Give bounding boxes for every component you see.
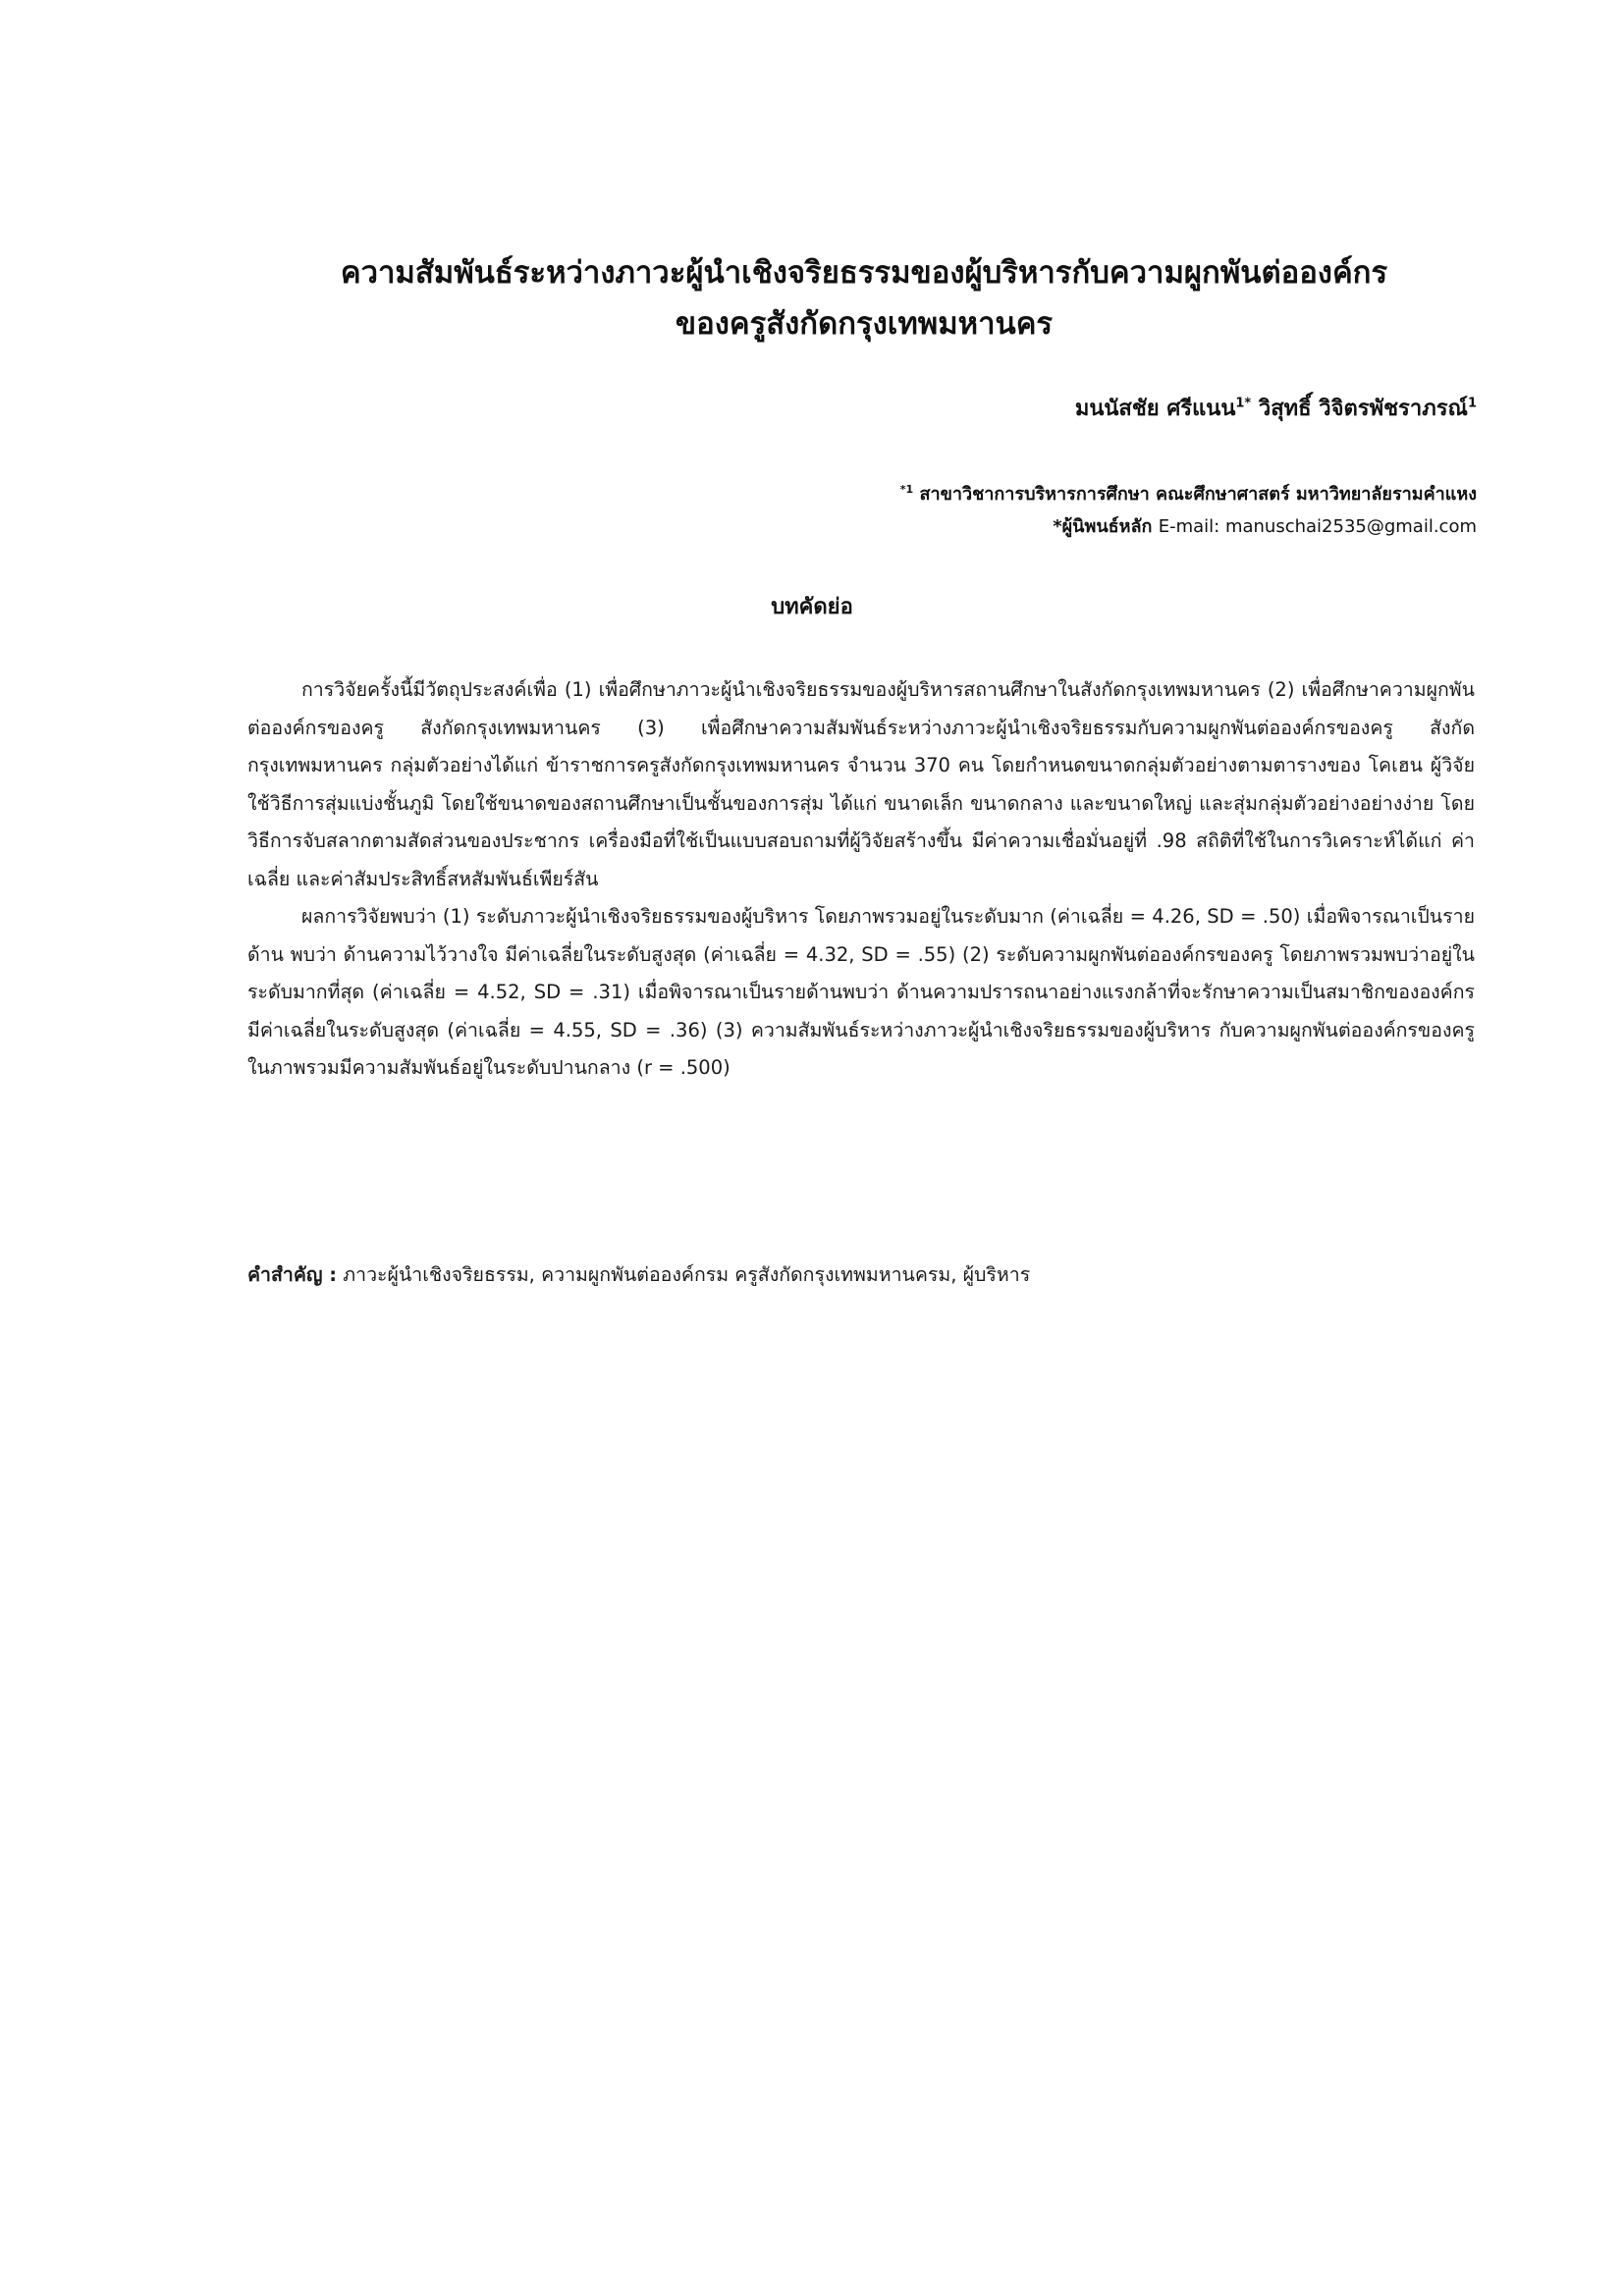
author-list [1075,391,1477,425]
keywords-label: คำสำคัญ : [247,1263,338,1286]
author-1-name: มนนัสชัย ศรีแนน [1074,397,1236,421]
abstract-paragraph-2: ผลการวิจัยพบว่า (1) ระดับภาวะผู้นำเชิงจริยธรรมของผู้บริหาร โดยภาพรวมอยู่ในระดับมาก (ค่าเฉลี่ย = 4.26, SD = .50) เมื่อพิจารณาเป็นรายด้าน พบว่า ด้านความไว้วางใจ มีค่าเฉลี่ยในระดับสูงสุด (ค่าเฉลี่ย = 4.32, SD = .55) (2) ระดับความผูกพันต่อองค์กรของครู โดยภาพรวมพบว่าอยู่ในระดับมากที่สุด (ค่าเฉลี่ย = 4.52, SD = .31) เมื่อพิจารณาเป็นรายด้านพบว่า ด้านความปรารถนาอย่างแรงกล้าที่จะรักษาความเป็นสมาชิกขององค์กร มีค่าเฉลี่ยในระดับสูงสุด (ค่าเฉลี่ย = 4.55, SD = .36) (3) ความสัมพันธ์ระหว่างภาวะผู้นำเชิงจริยธรรมของผู้บริหาร กับความผูกพันต่อองค์กรของครู ในภาพรวมมีความสัมพันธ์อยู่ในระดับปานกลาง (r = .500) [247,905,1475,1079]
keywords-line [247,1256,1475,1294]
author-1-mark: 1* [1235,396,1252,411]
author-2-mark: 1 [1467,396,1477,411]
corresponding-author-line [900,510,1477,543]
keywords-text: ภาวะผู้นำเชิงจริยธรรม, ความผูกพันต่อองค์กรม ครูสังกัดกรุงเทพมหานครม, ผู้บริหาร [343,1263,1031,1286]
corresponding-label: *ผู้นิพนธ์หลัก [1053,516,1153,537]
title-line-2: ของครูสังกัดกรุงเทพมหานคร [675,306,1054,342]
author-2-name: วิสุทธิ์ วิจิตรพัชราภรณ์ [1258,397,1468,421]
abstract-paragraph-1: การวิจัยครั้งนี้มีวัตถุประสงค์เพื่อ (1) เพื่อศึกษาภาวะผู้นำเชิงจริยธรรมของผู้บริหารสถานศึกษาในสังกัดกรุงเทพมหานคร (2) เพื่อศึกษาความผูกพันต่อองค์กรของครู สังกัดกรุงเทพมหานคร (3) เพื่อศึกษาความสัมพันธ์ระหว่างภาวะผู้นำเชิงจริยธรรมกับความผูกพันต่อองค์กรของครู สังกัดกรุงเทพมหานคร กลุ่มตัวอย่างได้แก่ ข้าราชการครูสังกัดกรุงเทพมหานคร จำนวน 370 คน โดยกำหนดขนาดกลุ่มตัวอย่างตามตารางของ โคเฮน ผู้วิจัยใช้วิธีการสุ่มแบ่งชั้นภูมิ โดยใช้ขนาดของสถานศึกษาเป็นชั้นของการสุ่ม ได้แก่ ขนาดเล็ก ขนาดกลาง และขนาดใหญ่ และสุ่มกลุ่มตัวอย่างอย่างง่าย โดยวิธีการจับสลากตามสัดส่วนของประชากร เครื่องมือที่ใช้เป็นแบบสอบถามที่ผู้วิจัยสร้างขึ้น มีค่าความเชื่อมั่นอยู่ที่ .98 สถิติที่ใช้ในการวิเคราะห์ได้แก่ ค่าเฉลี่ย และค่าสัมประสิทธิ์สหสัมพันธ์เพียร์สัน [247,678,1475,890]
affiliation-line [900,478,1477,510]
affiliation-text: สาขาวิชาการบริหารการศึกษา คณะศึกษาศาสตร์ มหาวิทยาลัยรามคำแหง [919,484,1477,505]
title-line-1: ความสัมพันธ์ระหว่างภาวะผู้นำเชิงจริยธรรมของผู้บริหารกับความผูกพันต่อองค์กร [340,255,1388,291]
abstract-body [247,671,1475,1088]
affiliation-mark: *1 [899,483,914,496]
paper-title [147,247,1581,349]
corresponding-email: E-mail: manuschai2535@gmail.com [1158,516,1477,537]
abstract-heading: บทคัดย่อ [771,595,853,619]
affiliation-block [900,478,1477,543]
